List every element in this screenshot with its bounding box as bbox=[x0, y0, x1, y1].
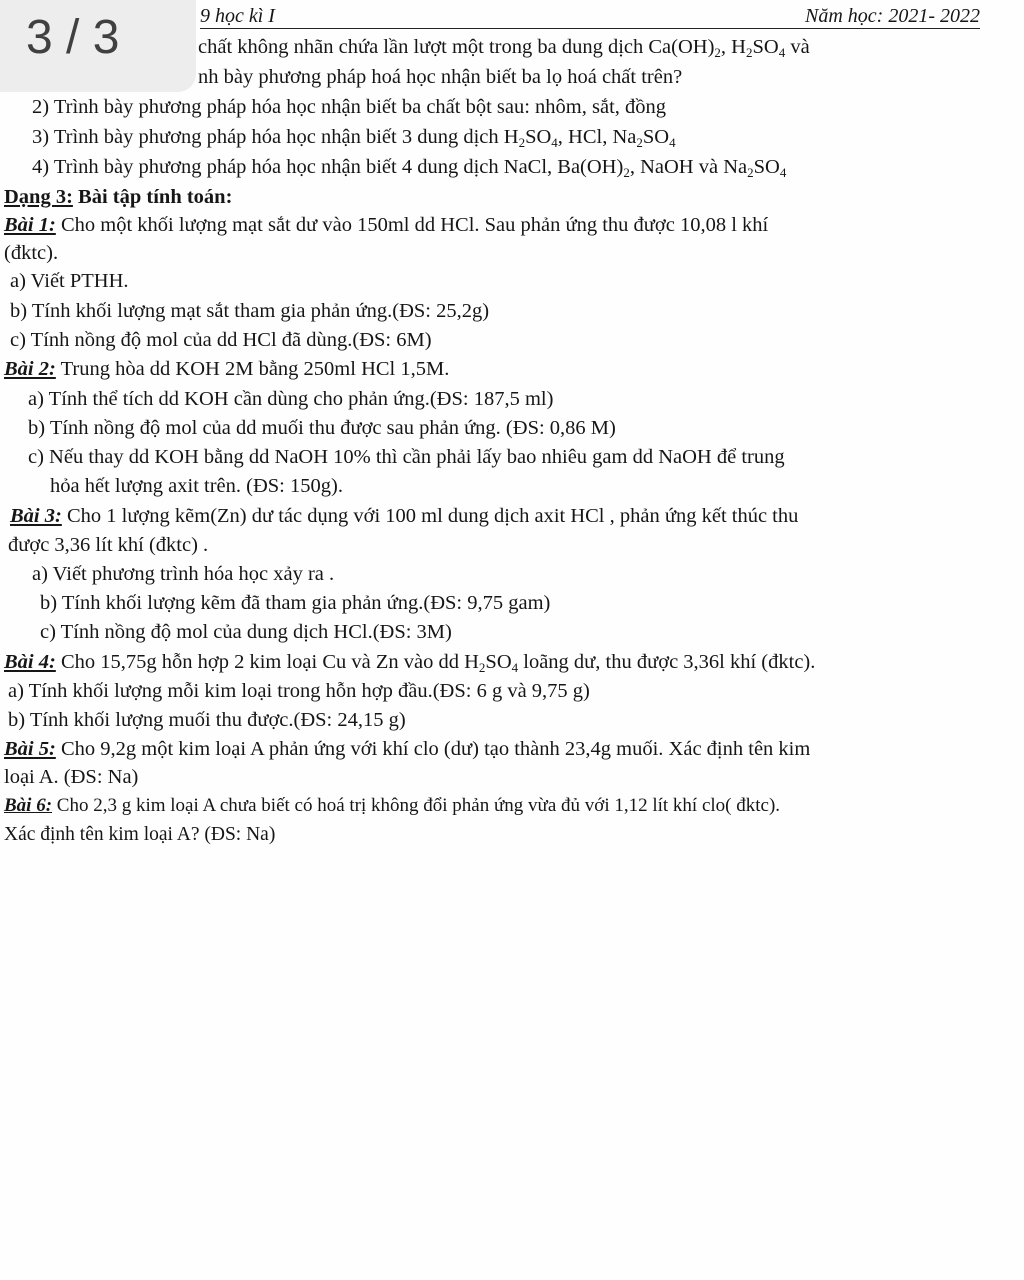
exercise-5-line-1: Bài 5: Cho 9,2g một kim loại A phản ứng với khí clo (dư) tạo thành 23,4g muối. Xác định tên kim bbox=[4, 738, 811, 760]
exercise-2-line-1: Bài 2: Trung hòa dd KOH 2M bằng 250ml HCl 1,5M. bbox=[4, 358, 450, 380]
exercise-4-line-1: Bài 4: Cho 15,75g hỗn hợp 2 kim loại Cu và Zn vào dd $H_2SO_4$ loãng dư, thu được 3,36l khí (đktc). bbox=[4, 651, 816, 675]
section-heading: Dạng 3: Bài tập tính toán: bbox=[4, 186, 233, 208]
exercise-1-part-b: b) Tính khối lượng mạt sắt tham gia phản ứng.(ĐS: 25,2g) bbox=[10, 300, 490, 322]
exercise-3-line-2: được 3,36 lít khí (đktc) . bbox=[8, 534, 209, 556]
exercise-1-line-2: (đktc). bbox=[4, 242, 59, 264]
header-left: 9 học kì I bbox=[200, 5, 275, 27]
header-right: Năm học: 2021- 2022 bbox=[805, 5, 980, 27]
question-1-line-1: chất không nhãn chứa lần lượt một trong ba dung dịch $Ca(OH)_2$, $H_2SO_4$ và bbox=[198, 36, 810, 60]
exercise-6-line-1: Bài 6: Cho 2,3 g kim loại A chưa biết có hoá trị không đổi phản ứng vừa đủ với 1,12 lít khí clo( đktc). bbox=[4, 795, 781, 816]
exercise-1-line-1: Bài 1: Cho một khối lượng mạt sắt dư vào 150ml dd HCl. Sau phản ứng thu được 10,08 l khí bbox=[4, 214, 769, 236]
exercise-4-part-a: a) Tính khối lượng mỗi kim loại trong hỗn hợp đầu.(ĐS: 6 g và 9,75 g) bbox=[8, 680, 590, 702]
question-3: 3) Trình bày phương pháp hóa học nhận biết 3 dung dịch $H_2SO_4$, HCl, $Na_2SO_4$ bbox=[32, 126, 676, 150]
exercise-2-part-b: b) Tính nồng độ mol của dd muối thu được sau phản ứng. (ĐS: 0,86 M) bbox=[28, 417, 616, 439]
exercise-1-part-a: a) Viết PTHH. bbox=[10, 270, 129, 292]
question-4: 4) Trình bày phương pháp hóa học nhận biết 4 dung dịch NaCl, $Ba(OH)_2$, NaOH và $Na_2SO_4$ bbox=[32, 156, 787, 180]
exercise-3-part-c: c) Tính nồng độ mol của dung dịch HCl.(ĐS: 3M) bbox=[40, 621, 452, 643]
question-2: 2) Trình bày phương pháp hóa học nhận biết ba chất bột sau: nhôm, sắt, đồng bbox=[32, 96, 667, 118]
exercise-3-part-a: a) Viết phương trình hóa học xảy ra . bbox=[32, 563, 335, 585]
exercise-3-line-1: Bài 3: Cho 1 lượng kẽm(Zn) dư tác dụng với 100 ml dung dịch axit HCl , phản ứng kết thúc thu bbox=[10, 505, 799, 527]
exercise-5-line-2: loại A. (ĐS: Na) bbox=[4, 766, 139, 788]
question-1-line-2: nh bày phương pháp hoá học nhận biết ba lọ hoá chất trên? bbox=[198, 66, 683, 88]
exercise-1-part-c: c) Tính nồng độ mol của dd HCl đã dùng.(ĐS: 6M) bbox=[10, 329, 432, 351]
page-indicator: 3 / 3 bbox=[0, 0, 196, 92]
exercise-2-part-c-line-2: hỏa hết lượng axit trên. (ĐS: 150g). bbox=[50, 475, 343, 497]
page-header bbox=[200, 4, 980, 29]
exercise-3-part-b: b) Tính khối lượng kẽm đã tham gia phản ứng.(ĐS: 9,75 gam) bbox=[40, 592, 551, 614]
exercise-2-part-a: a) Tính thể tích dd KOH cần dùng cho phản ứng.(ĐS: 187,5 ml) bbox=[28, 388, 554, 410]
exercise-2-part-c-line-1: c) Nếu thay dd KOH bằng dd NaOH 10% thì cần phải lấy bao nhiêu gam dd NaOH để trung bbox=[28, 446, 785, 468]
exercise-6-line-2: Xác định tên kim loại A? (ĐS: Na) bbox=[4, 824, 276, 845]
exercise-4-part-b: b) Tính khối lượng muối thu được.(ĐS: 24,15 g) bbox=[8, 709, 406, 731]
